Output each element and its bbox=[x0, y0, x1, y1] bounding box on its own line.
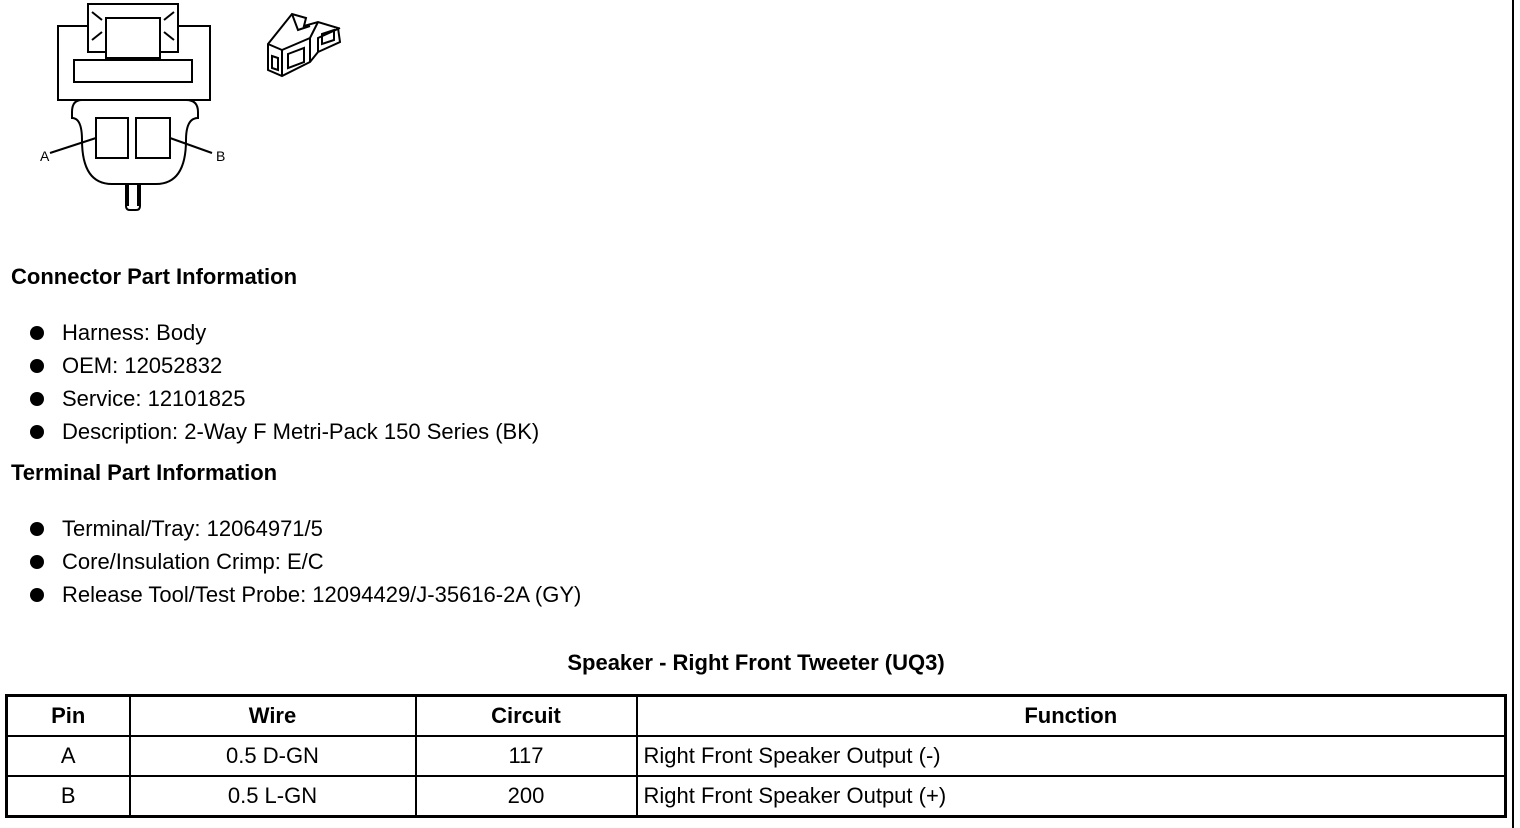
table-header-row bbox=[7, 696, 1506, 737]
right-border-line bbox=[1512, 0, 1514, 828]
list-item bbox=[28, 349, 539, 382]
bullet-icon bbox=[30, 588, 44, 602]
table-row bbox=[7, 736, 1506, 776]
table-title: Speaker - Right Front Tweeter (UQ3) bbox=[567, 650, 945, 675]
table-row bbox=[7, 776, 1506, 817]
list-item bbox=[28, 512, 581, 545]
bullet-icon bbox=[30, 359, 44, 373]
list-item-text: Service: 12101825 bbox=[62, 386, 246, 411]
column-header-circuit: Circuit bbox=[416, 696, 637, 737]
bullet-icon bbox=[30, 555, 44, 569]
pin-label-b: B bbox=[216, 148, 226, 164]
pinout-table bbox=[5, 694, 1507, 818]
column-header-pin: Pin bbox=[7, 696, 130, 737]
column-header-function: Function bbox=[637, 696, 1506, 737]
connector-isometric-icon bbox=[258, 4, 346, 86]
connector-face-diagram bbox=[36, 0, 236, 215]
terminal-info-list bbox=[28, 512, 581, 611]
connector-info-heading: Connector Part Information bbox=[11, 264, 298, 289]
bullet-icon bbox=[30, 522, 44, 536]
cell-wire: 0.5 L-GN bbox=[130, 776, 416, 817]
list-item-text: OEM: 12052832 bbox=[62, 353, 223, 378]
list-item-text: Core/Insulation Crimp: E/C bbox=[62, 549, 324, 574]
bullet-icon bbox=[30, 392, 44, 406]
list-item bbox=[28, 545, 581, 578]
cell-pin: A bbox=[7, 736, 130, 776]
bullet-icon bbox=[30, 425, 44, 439]
list-item bbox=[28, 316, 539, 349]
list-item bbox=[28, 578, 581, 611]
list-item-text: Terminal/Tray: 12064971/5 bbox=[62, 516, 323, 541]
list-item-text: Harness: Body bbox=[62, 320, 207, 345]
connector-info-list bbox=[28, 316, 539, 448]
list-item bbox=[28, 415, 539, 448]
cell-pin: B bbox=[7, 776, 130, 817]
cell-function: Right Front Speaker Output (-) bbox=[637, 736, 1506, 776]
cell-wire: 0.5 D-GN bbox=[130, 736, 416, 776]
list-item-text: Release Tool/Test Probe: 12094429/J-35616-2A (GY) bbox=[62, 582, 582, 607]
terminal-info-heading: Terminal Part Information bbox=[11, 460, 278, 485]
cell-circuit: 200 bbox=[416, 776, 637, 817]
cell-function: Right Front Speaker Output (+) bbox=[637, 776, 1506, 817]
list-item bbox=[28, 382, 539, 415]
cell-circuit: 117 bbox=[416, 736, 637, 776]
pin-label-a: A bbox=[40, 148, 50, 164]
list-item-text: Description: 2-Way F Metri-Pack 150 Series (BK) bbox=[62, 419, 540, 444]
column-header-wire: Wire bbox=[130, 696, 416, 737]
bullet-icon bbox=[30, 326, 44, 340]
